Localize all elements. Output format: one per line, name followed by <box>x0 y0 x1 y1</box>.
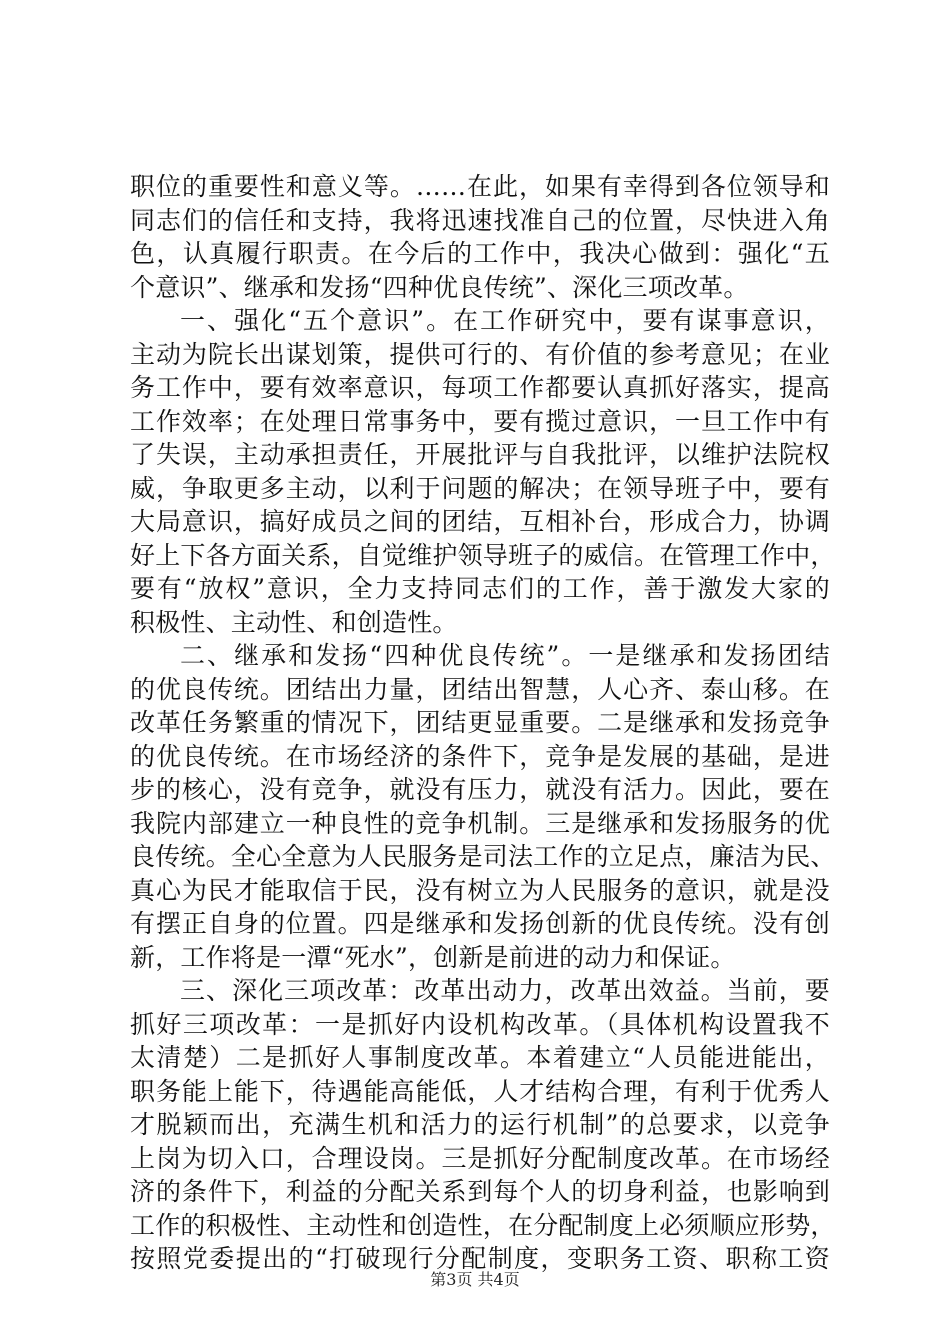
text-line: 同志们的信任和支持，我将迅速找准自己的位置，尽快进入角 <box>130 205 830 235</box>
text-line: 积极性、主动性、和创造性。 <box>130 607 458 637</box>
text-line: 一、强化“五个意识”。在工作研究中，要有谋事意识， <box>180 306 830 335</box>
text-line: 三、深化三项改革：改革出动力，改革出效益。当前，要 <box>180 976 830 1005</box>
text-line: 良传统。全心全意为人民服务是司法工作的立足点，廉洁为民、 <box>130 842 836 871</box>
text-line: 按照党委提出的“打破现行分配制度，变职务工资、职称工资 <box>130 1244 830 1273</box>
text-line: 抓好三项改革：一是抓好内设机构改革。（具体机构设置我不 <box>130 1009 830 1039</box>
text-line: 好上下各方面关系，自觉维护领导班子的威信。在管理工作中， <box>130 540 836 570</box>
text-line: 了失误，主动承担责任，开展批评与自我批评，以维护法院权 <box>130 440 830 469</box>
text-line: 务工作中，要有效率意识，每项工作都要认真抓好落实，提高 <box>130 373 830 402</box>
page-footer: 第3页 共4页 <box>430 1270 520 1289</box>
text-line: 真心为民才能取信于民，没有树立为人民服务的意识，就是没 <box>130 875 830 905</box>
text-line: 个意识”、继承和发扬“四种优良传统”、深化三项改革。 <box>130 272 749 302</box>
text-line: 太清楚）二是抓好人事制度改革。本着建立“人员能进能出， <box>130 1043 830 1072</box>
text-line: 步的核心，没有竞争，就没有压力，就没有活力。因此，要在 <box>130 775 830 804</box>
text-line: 济的条件下，利益的分配关系到每个人的切身利益，也影响到 <box>130 1177 830 1206</box>
text-line: 的优良传统。团结出力量，团结出智慧，人心齐、泰山移。在 <box>130 674 830 704</box>
document-body <box>130 170 836 1276</box>
text-line: 要有“放权”意识，全力支持同志们的工作，善于激发大家的 <box>130 574 830 603</box>
text-line: 主动为院长出谋划策，提供可行的、有价值的参考意见；在业 <box>130 339 830 369</box>
text-line: 的优良传统。在市场经济的条件下，竞争是发展的基础，是进 <box>130 741 830 771</box>
text-line: 我院内部建立一种良性的竞争机制。三是继承和发扬服务的优 <box>130 808 830 838</box>
text-line: 才脱颖而出，充满生机和活力的运行机制”的总要求，以竞争 <box>130 1110 830 1139</box>
text-line: 工作效率；在处理日常事务中，要有揽过意识，一旦工作中有 <box>130 406 830 436</box>
text-line: 色，认真履行职责。在今后的工作中，我决心做到：强化“五 <box>130 239 830 268</box>
text-line: 上岗为切入口，合理设岗。三是抓好分配制度改革。在市场经 <box>130 1143 830 1173</box>
text-line: 二、继承和发扬“四种优良传统”。一是继承和发扬团结 <box>180 641 830 670</box>
text-line: 新，工作将是一潭“死水”，创新是前进的动力和保证。 <box>130 942 736 972</box>
text-line: 工作的积极性、主动性和创造性，在分配制度上必须顺应形势， <box>130 1210 836 1240</box>
text-line: 职务能上能下，待遇能高能低，人才结构合理，有利于优秀人 <box>130 1076 830 1106</box>
text-line: 改革任务繁重的情况下，团结更显重要。二是继承和发扬竞争 <box>130 708 830 737</box>
text-line: 有摆正自身的位置。四是继承和发扬创新的优良传统。没有创 <box>130 909 830 938</box>
text-line: 职位的重要性和意义等。……在此，如果有幸得到各位领导和 <box>130 172 830 201</box>
text-line: 威，争取更多主动，以利于问题的解决；在领导班子中，要有 <box>130 473 830 503</box>
text-line: 大局意识，搞好成员之间的团结，互相补台，形成合力，协调 <box>130 507 830 536</box>
